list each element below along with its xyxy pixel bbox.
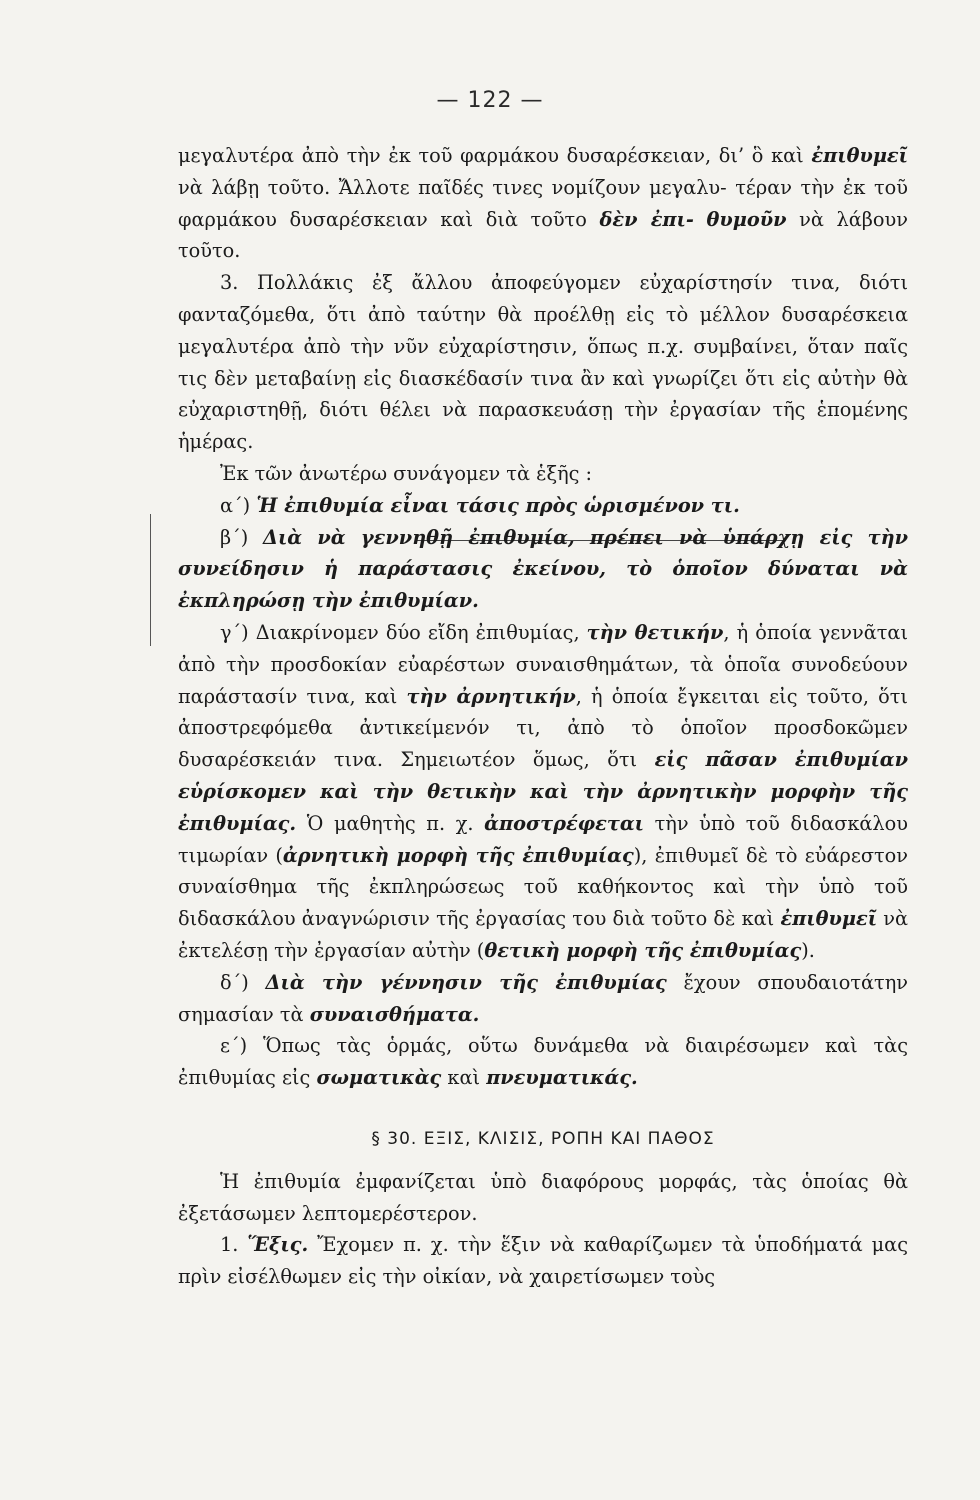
emphasis-run: Ἡ ἐπιθυμία εἶναι τάσις πρὸς ὡρισμένον τι. — [256, 493, 740, 517]
text-run: μεγαλυτέρα ἀπὸ τὴν ἐκ τοῦ φαρμάκου δυσαρέσκειαν, δι’ ὃ καὶ — [178, 144, 804, 167]
emphasis-run: ἐπιθυμεῖ — [780, 907, 878, 931]
paragraph-continuation — [178, 140, 908, 267]
point-c — [178, 617, 908, 967]
text-run: ἔχουν σπουδαιοτάτην σημασίαν τὰ — [178, 970, 908, 1026]
emphasis-run: Ἕξις. — [247, 1233, 309, 1257]
text-run: γ΄) Διακρίνομεν δύο εἴδη ἐπιθυμίας, — [220, 620, 587, 644]
text-run: νὰ λάβῃ τοῦτο. Ἄλλοτε παῖδές τινες νομίζουν μεγαλυ- — [178, 175, 727, 199]
text-run: Ἔχομεν π. χ. τὴν ἕξιν νὰ καθαρίζωμεν τὰ ὑποδήματά μας πρὶν εἰσέλθωμεν εἰς τὴν οἰκίαν, νὰ χαιρετίσωμεν τοὺς — [178, 1233, 908, 1289]
text-run: τὴν ὑπὸ τοῦ διδασκάλου τιμωρίαν ( — [178, 811, 908, 867]
section-heading: § 30. ΕΞΙΣ, ΚΛΙΣΙΣ, ΡΟΠΗ ΚΑΙ ΠΑΘΟΣ — [371, 1128, 715, 1149]
emphasis-run: συναισθήματα. — [309, 1002, 480, 1026]
emphasis-run: εἰς πᾶσαν ἐπιθυμίαν εὑρίσκομεν καὶ τὴν θετικὴν καὶ τὴν ἀρνητικὴν μορφὴν τῆς ἐπιθυμίας. — [178, 748, 908, 835]
text-run: καὶ — [441, 1066, 487, 1090]
point-d — [178, 967, 908, 1031]
point-e — [178, 1030, 908, 1094]
section-intro: Ἡ ἐπιθυμία ἐμφανίζεται ὑπὸ διαφόρους μορφάς, τὰς ὁποίας θὰ ἐξετάσωμεν λεπτομερέστερον. — [178, 1169, 908, 1225]
paragraph-3: 3. Πολλάκις ἐξ ἄλλου ἀποφεύγομεν εὐχαρίστησίν τινα, διότι φανταζόμεθα, ὅτι ἀπὸ ταύτην θὰ προέλθῃ εἰς τὸ μέλλον δυσαρέσκεια μεγαλυτέρα ἀπὸ τὴν νῦν εὐχαρίστησιν, ὅπως π.χ. συμβαίνει, ὅταν παῖς τις δὲν μεταβαίνῃ εἰς διασκέδασίν τινα ἂν καὶ γνωρίζει ὅτι εἰς αὐτὴν θὰ εὐχαριστηθῇ, διότι θέλει νὰ παρασκευάσῃ τὴν ἐργασίαν τῆς ἑπομένης ἡμέρας. — [178, 271, 908, 454]
emphasis-run: τὴν θετικήν — [586, 620, 724, 644]
emphasis-run: δὲν ἐπι- — [599, 207, 694, 231]
emphasis-run: ἀποστρέφεται — [484, 811, 644, 835]
margin-mark — [150, 514, 151, 646]
text-run: τέραν τὴν ἐκ τοῦ φαρμάκου δυσαρέσκειαν καὶ διὰ τοῦτο — [178, 175, 908, 231]
point-a — [178, 490, 908, 522]
text-run: νὰ ἐκτελέσῃ τὴν ἐργασίαν αὐτὴν ( — [178, 907, 908, 962]
emphasis-run: ἐπιθυμεῖ — [811, 144, 908, 167]
emphasis-run: τὴν ἀρνητικήν — [406, 684, 576, 708]
emphasis-run: σωματικὰς — [316, 1066, 442, 1090]
emphasis-run: Διὰ τὴν γέννησιν τῆς ἐπιθυμίας — [265, 970, 667, 994]
emphasis-run: θετικὴ μορφὴ τῆς ἐπιθυμίας — [484, 938, 802, 962]
emphasis-run: πνευματικάς. — [486, 1066, 638, 1090]
item-1 — [178, 1229, 908, 1293]
point-b — [178, 522, 908, 617]
text-run: ), ἐπιθυμεῖ δὲ τὸ εὐάρεστον συναίσθημα τῆς ἐκπληρώσεως τοῦ καθήκοντος καὶ τὴν ὑπὸ τοῦ διδασκάλου ἀναγνώρισιν τῆς ἐργασίας του διὰ τοῦτο δὲ καὶ — [178, 843, 908, 931]
text-run: ε΄) Ὅπως τὰς ὁρμάς, οὕτω δυνάμεθα νὰ διαιρέσωμεν καὶ τὰς ἐπιθυμίας εἰς — [178, 1034, 908, 1090]
text-run: , ἡ ὁποία γεννᾶται ἀπὸ τὴν προσδοκίαν εὐαρέστων συναισθημάτων, τὰ ὁποῖα συνοδεύουν παράστασίν τινα, καὶ — [178, 620, 908, 708]
emphasis-run: ἀρνητικὴ μορφὴ τῆς ἐπιθυμίας — [282, 843, 634, 867]
text-run: ). — [801, 938, 815, 962]
text-run: Ὁ μαθητὴς π. χ. — [296, 811, 485, 835]
point-label: δ΄) — [220, 970, 266, 994]
page-number: — 122 — — [436, 88, 544, 113]
text-run: νὰ λάβουν τοῦτο. — [178, 207, 908, 263]
item-number: 1. — [220, 1233, 248, 1257]
body-text — [178, 140, 908, 1293]
emphasis-run: θυμοῦν — [706, 207, 787, 231]
point-label: β΄) — [220, 525, 263, 549]
emphasis-run: Διὰ νὰ γεννηθῇ ἐπιθυμία, πρέπει νὰ ὑπάρχῃ εἰς τὴν συνείδησιν ἡ παράστασις ἐκείνου, τὸ ὁποῖον δύναται νὰ ἐκπληρώσῃ τὴν ἐπιθυμίαν. — [178, 525, 908, 613]
point-label: α΄) — [220, 493, 257, 517]
conclusion-intro: Ἐκ τῶν ἀνωτέρω συνάγομεν τὰ ἑξῆς : — [220, 461, 593, 485]
text-run: , ἡ ὁποία ἔγκειται εἰς τοῦτο, ὅτι ἀποστρεφόμεθα ἀντικείμενόν τι, ἀπὸ τὸ ὁποῖον προσδοκῶμεν δυσαρέσκειάν τινα. Σημειωτέον ὅμως, ὅτι — [178, 684, 908, 772]
